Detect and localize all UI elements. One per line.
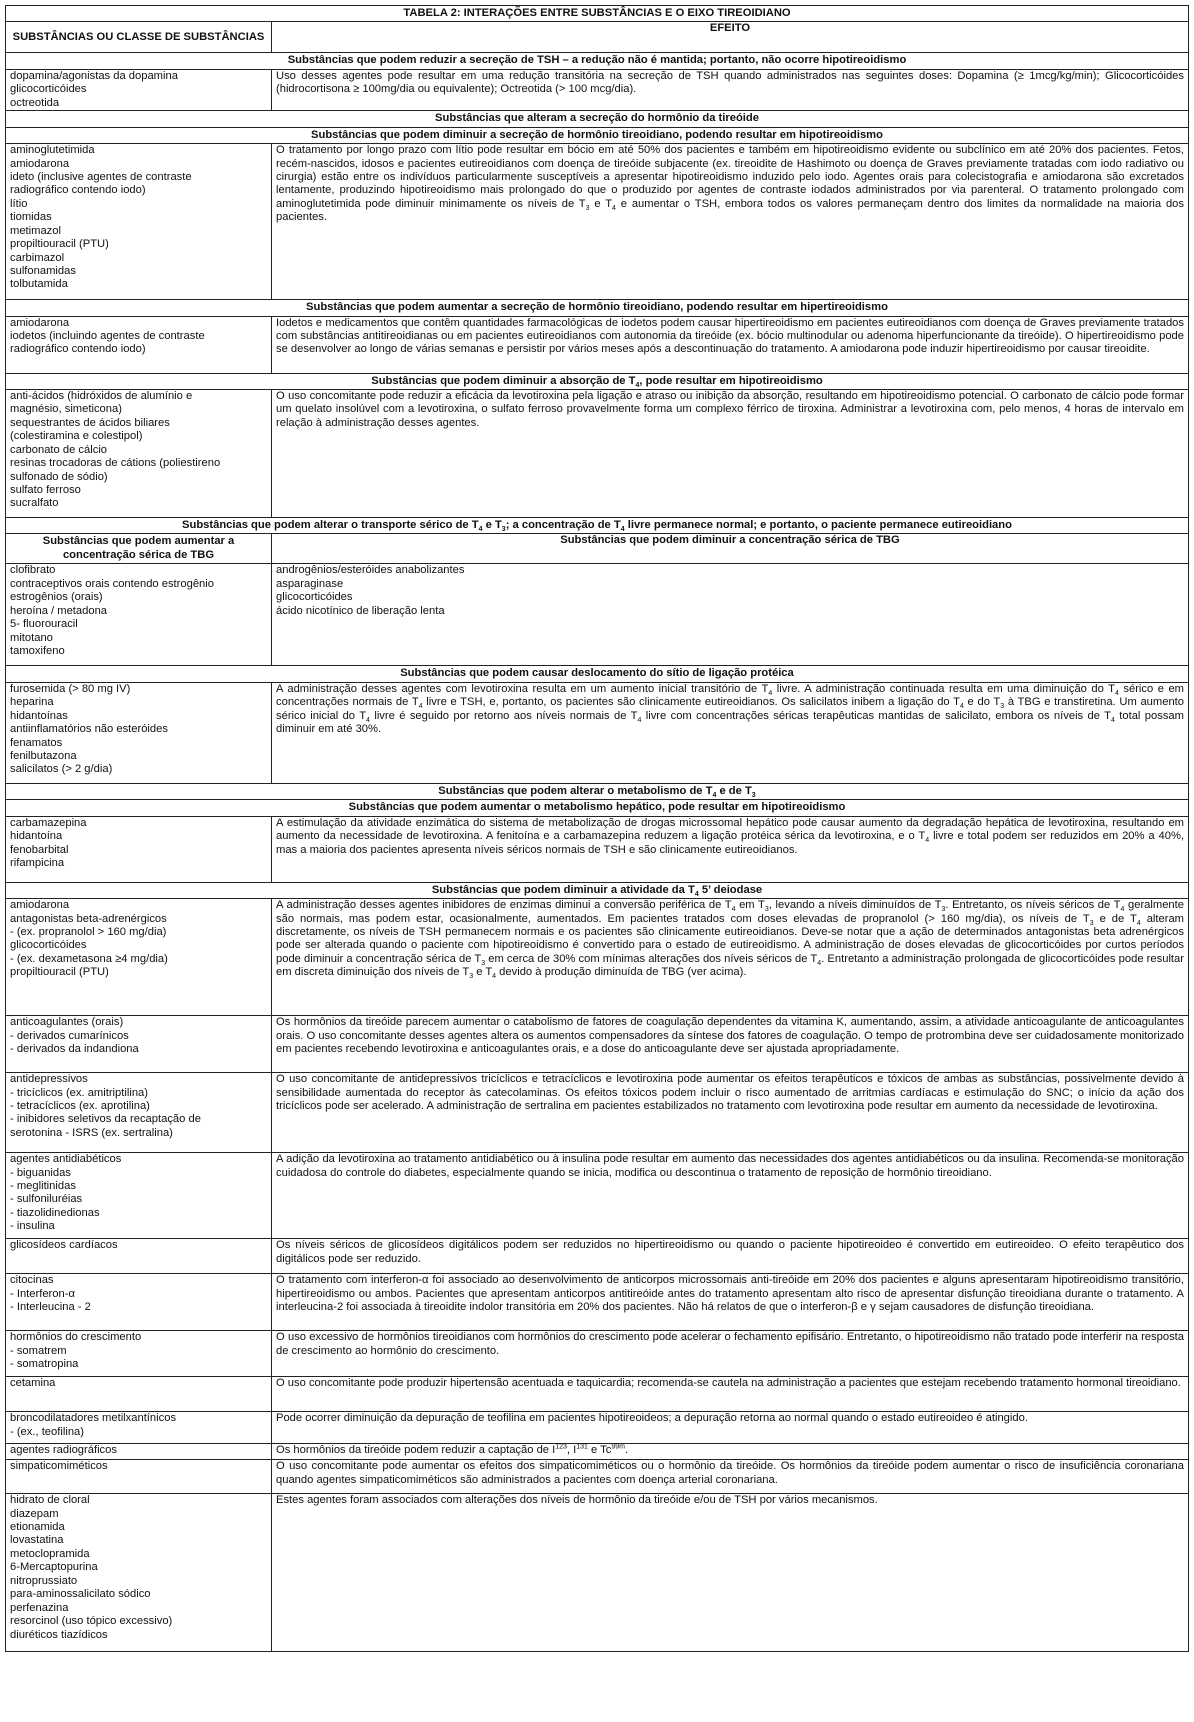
effect-cell: A adição da levotiroxina ao tratamento antidiabético ou à insulina pode resultar em aumento das necessidades dos agentes antidiabéticos ou da insulina. Recomenda-se monitoração cuidadosa do controle do diabetes, especialmente quando se inicia, modifica ou descontinua o tratamento de reposição de hormônio tireoidiano. xyxy=(272,1153,1189,1239)
effect-cell: Os hormônios da tireóide parecem aumentar o catabolismo de fatores de coagulação dependentes da vitamina K, aumentando, assim, a atividade anticoagulante de anticoagulantes orais. O uso concomitante desses agentes altera os aumentos compensadores da síntese dos fatores de coagulação. O tempo de protrombina deve ser cuidadosamente monitorizado em pacientes recebendo levotiroxina e anticoagulantes orais, e a dose do anticoagulante deve ser ajustada apropriadamente. xyxy=(272,1016,1189,1073)
substance-cell xyxy=(6,899,272,1016)
section-heading: Substâncias que podem diminuir a absorção de $T_4$, pode resultar em hipotireoidismo xyxy=(6,373,1189,389)
substance-item: - biguanidas xyxy=(10,1166,71,1179)
substance-cell xyxy=(6,816,272,882)
substance-cell xyxy=(6,1073,272,1153)
substance-item: salicilatos (> 2 g/dia) xyxy=(10,763,113,776)
section-row xyxy=(6,53,1189,69)
substance-item: glicosídeos cardíacos xyxy=(10,1239,118,1252)
substance-cell xyxy=(6,1412,272,1444)
substance-item: - (ex. dexametasona ≥4 mg/dia) xyxy=(10,952,168,965)
table-row xyxy=(6,1153,1189,1239)
effect-cell: Os hormônios da tireóide podem reduzir a captação de $I^{123}$, $I^{131}$ e $Tc^{99m}$. xyxy=(272,1444,1189,1460)
substance-item: serotonina - ISRS (ex. sertralina) xyxy=(10,1126,173,1139)
substance-item: clofibrato xyxy=(10,564,56,577)
substance-item: iodetos (incluindo agentes de contraste xyxy=(10,329,205,342)
substance-item: citocinas xyxy=(10,1274,54,1287)
substance-item: - (ex. propranolol > 160 mg/dia) xyxy=(10,926,167,938)
table-row xyxy=(6,1073,1189,1153)
effect-cell: O tratamento por longo prazo com lítio pode resultar em bócio em até 50% dos pacientes e também em hipotireoidismo evidente ou subclínico em até 20% dos pacientes. Fetos, recém-nascidos, idosos e pacientes eutireoidianos com doença de tireóide subjacente (ex. tireoidite de Hashimoto ou doença de Graves previamente tratadas com iodo radiativo ou cirurgia) estão entre os indivíduos particularmente susceptíveis a apresentar hipotireoidismo induzido pelo iodo. Agentes orais para colecistografia e amiodarona são excretados lentamente, produzindo hipotireoidismo mais prolongado do que o produzido por agentes de contraste iodados administrados por via parenteral. O tratamento prolongado com aminoglutetimida pode diminuir minimamente os níveis de $T_3$ e $T_4$ e aumentar o TSH, embora todos os valores permaneçam dentro dos limites da normalidade na maioria dos pacientes. xyxy=(272,144,1189,300)
substance-item: mitotano xyxy=(10,631,53,644)
section-row xyxy=(6,783,1189,799)
effect-cell: O uso concomitante de antidepressivos tricíclicos e tetracíclicos e levotiroxina pode aumentar os efeitos terapêuticos e tóxicos de ambas as substâncias, possivelmente devido à sensibilidade aumentada do receptor às catecolaminas. Os efeitos tóxicos podem incluir o risco aumentado de arritmias cardíacas e estimulação do SNC; o início da ação dos tricíclicos pode ser acelerado. A administração de sertralina em pacientes estabilizados no tratamento com levotiroxina pode resultar em aumento da necessidade de levotiroxina. xyxy=(272,1073,1189,1153)
section-heading: Substâncias que alteram a secreção do hormônio da tireóide xyxy=(6,111,1189,127)
substance-item: carbimazol xyxy=(10,251,65,264)
substance-item: amiodarona xyxy=(10,316,70,329)
substance-cell xyxy=(6,1331,272,1377)
effect-cell: O uso concomitante pode reduzir a eficácia da levotiroxina pela ligação e atraso ou inibição da absorção, resultando em hipotireoidismo potencial. O carbonato de cálcio pode formar um quelato insolúvel com a levotiroxina, o sulfato ferroso provavelmente forma um complexo férrico de tiroxina. Administrar a levotiroxina com, pelo menos, 4 horas de intervalo em relação à administração desses agentes. xyxy=(272,389,1189,517)
substance-cell xyxy=(6,389,272,517)
substance-item: octreotida xyxy=(10,96,60,109)
table-row xyxy=(6,899,1189,1016)
effect-cell: O tratamento com interferon-α foi associado ao desenvolvimento de anticorpos microssomais anti-tireóide em 20% dos pacientes e alguns apresentaram hipotireoidismo transitório, hipertireoidismo ou ambos. Pacientes que apresentam anticorpos antitireóide antes do tratamento apresentam alto risco de apresentar disfunção tireoidiana durante o tratamento. A interleucina-2 foi associada à tireoidite indolor transitória em 20% dos pacientes. Não há relatos de que o interferon-β e γ sejam causadores de disfunção tireoidiana. xyxy=(272,1274,1189,1331)
substance-item: hidrato de cloral xyxy=(10,1494,90,1507)
substance-item: androgênios/esteróides anabolizantes xyxy=(276,564,465,577)
substance-item: perfenazina xyxy=(10,1601,69,1614)
substance-item: broncodilatadores metilxantínicos xyxy=(10,1412,177,1425)
substance-item: resinas trocadoras de cátions (poliestireno xyxy=(10,457,221,470)
subheader-increase-tbg: Substâncias que podem aumentar a concentração sérica de TBG xyxy=(6,534,272,564)
substance-item: furosemida (> 80 mg IV) xyxy=(10,682,131,695)
substance-item: 6-Mercaptopurina xyxy=(10,1561,98,1574)
substance-cell xyxy=(6,682,272,783)
effect-cell: Iodetos e medicamentos que contêm quantidades farmacológicas de iodetos podem causar hipertireoidismo em pacientes eutireoidianos com doença de Graves previamente tratados com substâncias antitireoidianas ou em pacientes eutireoidianos com autonomia da tireóide (ex. bócio multinodular ou adenoma hiperfuncionante da tireóide). O hipertireoidismo pode se desenvolver ao longo de várias semanas e persistir por vários meses após a descontinuação do tratamento. A amiodarona pode induzir hipertireoidismo por causar tireoidite. xyxy=(272,316,1189,373)
substance-cell xyxy=(6,1377,272,1412)
substance-item: sulfato ferroso xyxy=(10,484,81,496)
subheader-decrease-tbg: Substâncias que podem diminuir a concentração sérica de TBG xyxy=(272,534,1189,564)
substance-cell xyxy=(6,564,272,666)
substance-item: - meglitinidas xyxy=(10,1180,76,1192)
substance-item: fenilbutazona xyxy=(10,750,77,762)
substance-item: antidepressivos xyxy=(10,1073,88,1086)
table-row xyxy=(6,316,1189,373)
substance-item: sequestrantes de ácidos biliares xyxy=(10,416,170,429)
substance-item: ideto (inclusive agentes de contraste xyxy=(10,170,192,183)
substance-item: sulfonado de sódio) xyxy=(10,470,108,483)
substance-item: resorcinol (uso tópico excessivo) xyxy=(10,1615,173,1628)
substance-item: - derivados da indandiona xyxy=(10,1043,139,1055)
substance-item: propiltiouracil (PTU) xyxy=(10,238,109,251)
substance-item: contraceptivos orais contendo estrogênio xyxy=(10,577,214,590)
substance-item: asparaginase xyxy=(276,577,344,590)
substance-item: - somatropina xyxy=(10,1358,79,1370)
table-row xyxy=(6,389,1189,517)
section-row xyxy=(6,882,1189,898)
section-row xyxy=(6,517,1189,533)
effect-cell: A administração desses agentes com levotiroxina resulta em um aumento inicial transitório de $T_4$ livre. A administração continuada resulta em uma diminuição do $T_4$ sérico e em concentrações normais de $T_4$ livre e TSH, e, portanto, os pacientes são clinicamente eutireoidianos. Os salicilatos inibem a ligação do $T_4$ e do $T_3$ à TBG e transtiretina. Um aumento sérico inicial do $T_4$ livre é seguido por retorno aos níveis normais de $T_4$ livre com concentrações séricas terapêuticas mantidas de salicilato, embora os níveis de $T_4$ total possam diminuir em até 30%. xyxy=(272,682,1189,783)
title-row xyxy=(6,6,1189,22)
substance-item: agentes antidiabéticos xyxy=(10,1153,122,1166)
substance-item: glicocorticóides xyxy=(10,939,87,952)
substance-item: propiltiouracil (PTU) xyxy=(10,966,109,979)
substance-cell xyxy=(6,1460,272,1494)
substance-item: heparina xyxy=(10,696,54,709)
substance-item: antagonistas beta-adrenérgicos xyxy=(10,912,167,925)
substance-item: - inibidores seletivos da recaptação de xyxy=(10,1113,201,1126)
effect-cell: O uso excessivo de hormônios tireoidianos com hormônios do crescimento pode acelerar o fechamento epifisário. Entretanto, o hipotireoidismo não tratado pode interferir na resposta de crescimento ao hormônio do crescimento. xyxy=(272,1331,1189,1377)
substance-cell xyxy=(6,1239,272,1274)
substance-item: metimazol xyxy=(10,224,61,237)
effect-cell: Os níveis séricos de glicosídeos digitálicos podem ser reduzidos no hipertireoidismo ou quando o paciente hipotireoideo é convertido em eutireoideo. O efeito terapêutico dos digitálicos pode ser reduzido. xyxy=(272,1239,1189,1274)
substance-item: - Interferon-α xyxy=(10,1287,75,1300)
substance-item: radiográfico contendo iodo) xyxy=(10,184,146,197)
section-heading: Substâncias que podem alterar o metabolismo de $T_4$ e de $T_3$ xyxy=(6,783,1189,799)
substance-item: diuréticos tiazídicos xyxy=(10,1628,108,1641)
table-row xyxy=(6,69,1189,110)
substance-item: lovastatina xyxy=(10,1534,64,1547)
substance-cell xyxy=(6,1274,272,1331)
substance-item: glicocorticóides xyxy=(10,83,87,96)
effect-cell: O uso concomitante pode aumentar os efeitos dos simpaticomiméticos ou o hormônio da tireóide. Os hormônios da tireóide podem aumentar o risco de insuficiência coronariana quando agentes simpaticomiméticos são administrados a pacientes com doença arterial coronariana. xyxy=(272,1460,1189,1494)
substance-item: - tricíclicos (ex. amitriptilina) xyxy=(10,1086,148,1099)
substance-item: amiodarona xyxy=(10,157,70,170)
substance-item: fenamatos xyxy=(10,736,63,749)
substance-item: sulfonamidas xyxy=(10,265,76,277)
substance-item: magnésio, simeticona) xyxy=(10,403,122,416)
interactions-document xyxy=(5,5,1189,1652)
substance-item: hormônios do crescimento xyxy=(10,1331,142,1344)
section-heading: Substâncias que podem diminuir a atividade da $T_4$ 5’ deiodase xyxy=(6,882,1189,898)
substance-item: - tetracíclicos (ex. aprotilina) xyxy=(10,1100,150,1112)
substance-item: sucralfato xyxy=(10,497,59,510)
substance-item: etionamida xyxy=(10,1521,65,1533)
table-row xyxy=(6,1377,1189,1412)
substance-item: tiomidas xyxy=(10,211,52,224)
table-row xyxy=(6,564,1189,666)
substance-item: 5- fluorouracil xyxy=(10,618,78,631)
effect-cell: Uso desses agentes pode resultar em uma redução transitória na secreção de TSH quando administrados nas seguintes doses: Dopamina (≥ 1mcg/kg/min); Glicocorticóides (hidrocortisona ≥ 100mg/dia ou equivalente); Octreotida (> 100 mcg/dia). xyxy=(272,69,1189,110)
substance-item: - tiazolidinedionas xyxy=(10,1206,100,1219)
substance-cell xyxy=(6,1153,272,1239)
substance-item: ácido nicotínico de liberação lenta xyxy=(276,604,445,617)
table-title: TABELA 2: INTERAÇÕES ENTRE SUBSTÂNCIAS E O EIXO TIREOIDIANO xyxy=(6,6,1189,22)
substance-cell xyxy=(6,1494,272,1652)
substance-item: carbamazepina xyxy=(10,816,87,829)
header-substances: SUBSTÂNCIAS OU CLASSE DE SUBSTÂNCIAS xyxy=(6,22,272,53)
section-row xyxy=(6,111,1189,127)
substance-cell xyxy=(6,1444,272,1460)
substance-item: heroína / metadona xyxy=(10,604,108,617)
substance-item: radiográfico contendo iodo) xyxy=(10,343,146,356)
substance-item: anti-ácidos (hidróxidos de alumínio e xyxy=(10,389,193,402)
table-row xyxy=(6,1412,1189,1444)
substance-item: agentes radiográficos xyxy=(10,1444,117,1457)
header-row xyxy=(6,22,1189,53)
substance-cell xyxy=(6,316,272,373)
substance-cell xyxy=(6,69,272,110)
substance-item: - derivados cumarínicos xyxy=(10,1029,129,1042)
table-row xyxy=(6,1239,1189,1274)
substance-item: para-aminossalicilato sódico xyxy=(10,1588,151,1601)
section-heading: Substâncias que podem alterar o transporte sérico de $T_4$ e $T_3$; a concentração de $T_4$ livre permanece normal; e portanto, o paciente permanece eutireoidiano xyxy=(6,517,1189,533)
table-row xyxy=(6,1016,1189,1073)
section-heading: Substâncias que podem diminuir a secreção de hormônio tireoidiano, podendo resultar em hipotireoidismo xyxy=(6,127,1189,143)
substance-item: hidantoínas xyxy=(10,709,68,722)
interactions-table xyxy=(5,5,1189,1652)
substance-item: - somatrem xyxy=(10,1344,67,1357)
table-row xyxy=(6,1331,1189,1377)
substance-item: simpaticomiméticos xyxy=(10,1460,108,1473)
substance-item: fenobarbital xyxy=(10,843,69,856)
table-row xyxy=(6,682,1189,783)
substance-item: nitroprussiato xyxy=(10,1574,78,1587)
section-heading: Substâncias que podem causar deslocamento do sítio de ligação protéica xyxy=(6,666,1189,682)
subheader-row xyxy=(6,534,1189,564)
substance-item: antiinflamatórios não esteróides xyxy=(10,723,168,736)
substance-item: carbonato de cálcio xyxy=(10,443,108,456)
section-row xyxy=(6,666,1189,682)
section-row xyxy=(6,373,1189,389)
substance-item: glicocorticóides xyxy=(276,591,353,604)
section-row xyxy=(6,127,1189,143)
substance-item: (colestiramina e colestipol) xyxy=(10,430,143,443)
section-heading: Substâncias que podem aumentar a secreção de hormônio tireoidiano, podendo resultar em hipertireoidismo xyxy=(6,300,1189,316)
substance-item: rifampicina xyxy=(10,857,65,869)
effect-cell: O uso concomitante pode produzir hipertensão acentuada e taquicardia; recomenda-se cautela na administração a pacientes que estejam recebendo tratamento hormonal tireoidiano. xyxy=(272,1377,1189,1412)
effect-cell: Pode ocorrer diminuição da depuração de teofilina em pacientes hipotireoideos; a depuração retorna ao normal quando o estado eutireoideo é atingido. xyxy=(272,1412,1189,1444)
substance-item: metoclopramida xyxy=(10,1547,90,1560)
substance-item: estrogênios (orais) xyxy=(10,591,103,604)
substance-item: tolbutamida xyxy=(10,278,68,291)
substance-item: - sulfoniluréias xyxy=(10,1193,83,1206)
table-row xyxy=(6,1274,1189,1331)
substance-item: cetamina xyxy=(10,1377,56,1390)
section-row xyxy=(6,800,1189,816)
table-row xyxy=(6,1494,1189,1652)
effect-cell: A estimulação da atividade enzimática do sistema de metabolização de drogas microssomal hepático pode causar aumento da degradação hepática de levotiroxina, resultando em aumento da necessidade de levotiroxina. A fenitoína e a carbamazepina reduzem a ligação protéica sérica da levotiroxina, e o $T_4$ livre e total podem ser reduzidos em 20% a 40%, mas a maioria dos pacientes apresenta níveis séricos normais de TSH e são clinicamente eutireoidianos. xyxy=(272,816,1189,882)
substance-item: dopamina/agonistas da dopamina xyxy=(10,69,178,82)
section-heading: Substâncias que podem reduzir a secreção de TSH – a redução não é mantida; portanto, não ocorre hipotireoidismo xyxy=(6,53,1189,69)
substance-item: diazepam xyxy=(10,1507,59,1520)
header-effect: EFEITO xyxy=(272,22,1189,53)
table-row xyxy=(6,144,1189,300)
substance-item: - Interleucina - 2 xyxy=(10,1301,91,1313)
effect-cell xyxy=(272,564,1189,666)
table-row xyxy=(6,816,1189,882)
substance-item: hidantoína xyxy=(10,830,63,843)
effect-cell: A administração desses agentes inibidores de enzimas diminui a conversão periférica de $T_4$ em $T_3$, levando a níveis diminuídos de $T_3$. Entretanto, os níveis séricos de $T_4$ geralmente são normais, mas podem estar, ocasionalmente, aumentados. Em pacientes tratados com doses elevadas de propranolol (> 160 mg/dia), os níveis de $T_3$ e de $T_4$ alteram discretamente, os níveis de TSH permanecem normais e os pacientes são clinicamente eutireoidianos. Deve-se notar que a ação de determinados antagonistas beta adrenérgicos pode ser alterada quando o paciente com hipotireoidismo é convertido para o estado de eutireoidismo. A administração de doses elevadas de glicocorticóides por curtos períodos pode diminuir a concentração sérica de $T_3$ em cerca de 30% com mínimas alterações dos níveis séricos de $T_4$. Entretanto a administração prolongada de glicocorticóides pode resultar em discreta diminuição dos níveis de $T_3$ e $T_4$ devido à produção diminuída de TBG (ver acima). xyxy=(272,899,1189,1016)
substance-item: amiodarona xyxy=(10,899,70,912)
substance-item: - (ex., teofilina) xyxy=(10,1425,84,1438)
table-row xyxy=(6,1460,1189,1494)
substance-item: anticoagulantes (orais) xyxy=(10,1016,124,1029)
table-row xyxy=(6,1444,1189,1460)
substance-item: lítio xyxy=(10,197,28,210)
effect-cell: Estes agentes foram associados com alterações dos níveis de hormônio da tireóide e/ou de TSH por vários mecanismos. xyxy=(272,1494,1189,1652)
substance-item: tamoxifeno xyxy=(10,645,65,657)
substance-cell xyxy=(6,1016,272,1073)
substance-item: - insulina xyxy=(10,1220,55,1233)
substance-cell xyxy=(6,144,272,300)
section-row xyxy=(6,300,1189,316)
substance-item: aminoglutetimida xyxy=(10,144,95,157)
section-heading: Substâncias que podem aumentar o metabolismo hepático, pode resultar em hipotireoidismo xyxy=(6,800,1189,816)
